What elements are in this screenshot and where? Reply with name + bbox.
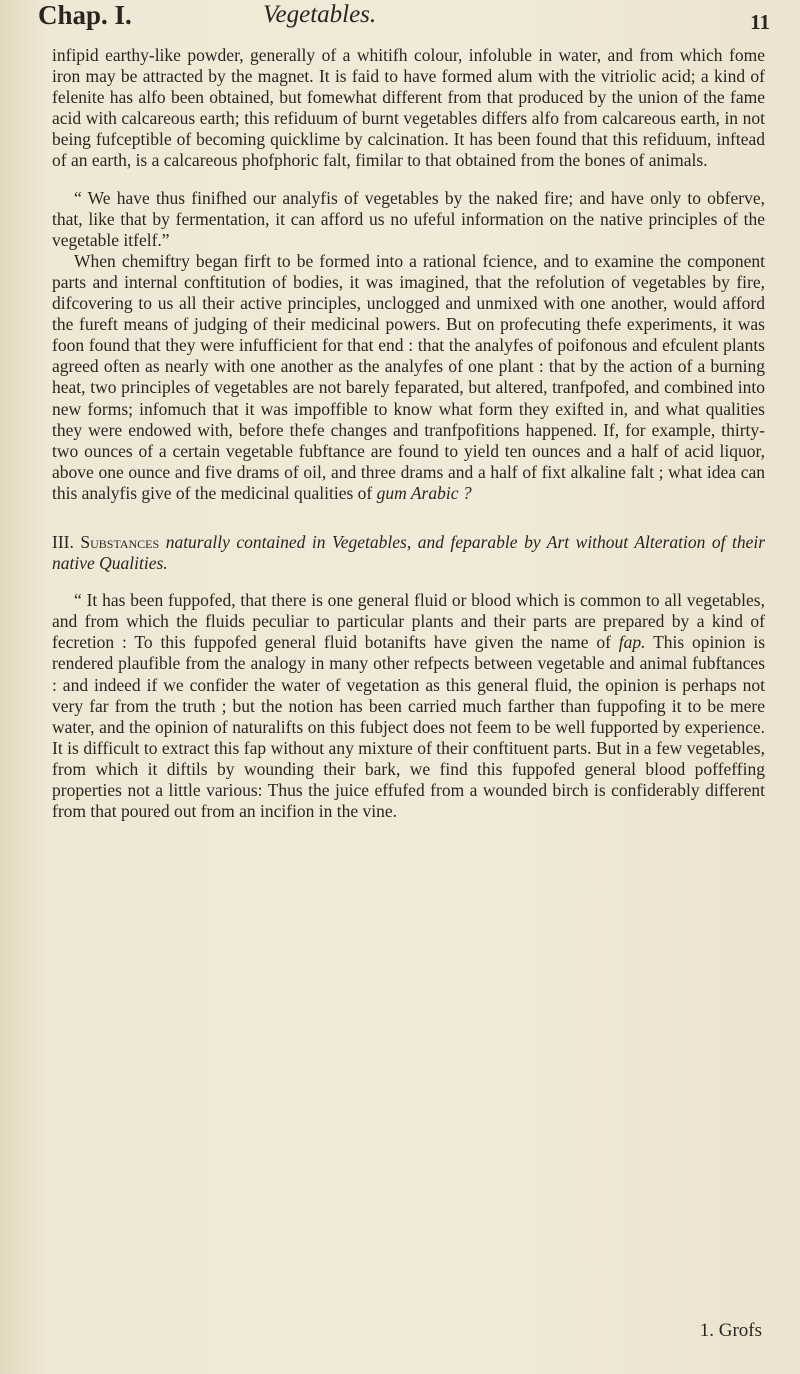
paragraph-chemistry-text: When chemiftry began firft to be formed into a rational fcience, and to examine the component parts and internal conftitution of bodies, it was imagined, that the refolution of vegetables by fire, difcovering to us all their active principles, unclogged and unmixed with one another, would afford the fureft means of judging of their medicinal powers. But on profecuting thefe experiments, it was foon found that they were infufficient for that end : that the analyfes of poifonous and efculent plants agreed often as nearly with one another as the analyfes of one plant : that by the action of a burning heat, two principles of vegetables are not barely feparated, but altered, tranfpofed, and combined into new forms; infomuch that it was impoffible to know what form they exifted in, and what qualities they were endowed with, before thefe changes and tranfpofitions happened. If, for example, thirty-two ounces of a certain vegetable fubftance are found to yield ten ounces and a half of acid liquor, above one ounce and five drams of oil, and three drams and a half of fixt alkaline falt ; what idea can this analyfis give of the medicinal qualities of: [52, 250, 765, 503]
paragraph-quote: “ We have thus finifhed our analyfis of vegetables by the naked fire; and have only to obferve, that, like that by fermentation, it can afford us no ufeful information on the native principles of the vegetable itfelf.”: [52, 187, 765, 250]
sap-italic: fap.: [618, 632, 646, 653]
catchword: 1. Grofs: [699, 1320, 762, 1341]
chapter-label: Chap. I.: [38, 0, 132, 30]
body-text: [52, 45, 765, 822]
page-number: 11: [750, 10, 770, 34]
section-number: III.: [52, 531, 74, 552]
paragraph-sap-text: “ It has been fuppofed, that there is one general fluid or blood which is common to all vegetables, and from which the fluids peculiar to particular plants and their parts are prepared by a kind of fecretion : To this fuppofed general fluid botanifts have given the name of: [52, 590, 765, 653]
gum-arabic-italic: gum Arabic ?: [376, 482, 472, 503]
paragraph-sap-rest: This opinion is rendered plaufible from the analogy in many other refpects between vegetable and animal fubftances : and indeed if we confider the water of vegetation as this general fluid, the opinion is perhaps not very far from the truth ; but the notion has been carried much farther than fuppofing it to be mere water, and the opinion of naturalifts on this fubject does not feem to be well fupported by experience. It is difficult to extract this fap without any mixture of their conftituent parts. But in a few vegetables, from which it diftils by wounding their bark, we find this fuppofed general blood poffeffing properties not a little various: Thus the juice effufed from a wounded birch is confiderably different from that poured out from an incifion in the vine.: [52, 632, 766, 822]
running-title: Vegetables.: [263, 1, 377, 28]
paragraph-1: infipid earthy-like powder, generally of a whitifh colour, infoluble in water, and from which fome iron may be attracted by the magnet. It is faid to have formed alum with the vitriolic acid; a kind of felenite has alfo been obtained, but fomewhat different from that produced by the union of the fame acid with calcareous earth; this refiduum of burnt vegetables differs alfo from calcareous earth, in not being fufceptible of becoming quicklime by calcination. It has been found that this refiduum, inftead of an earth, is a calcareous phofphoric falt, fimilar to that obtained from the bones of animals.: [52, 45, 765, 171]
paragraph-sap: [52, 590, 765, 822]
page-header: [38, 0, 770, 40]
section-heading: [52, 532, 765, 574]
section-smallcaps: Substances: [80, 531, 160, 552]
section-title-italic: naturally contained in Vegetables, and feparable by Art without Alteration of their native Qualities.: [52, 531, 766, 574]
paragraph-chemistry: [52, 251, 765, 504]
